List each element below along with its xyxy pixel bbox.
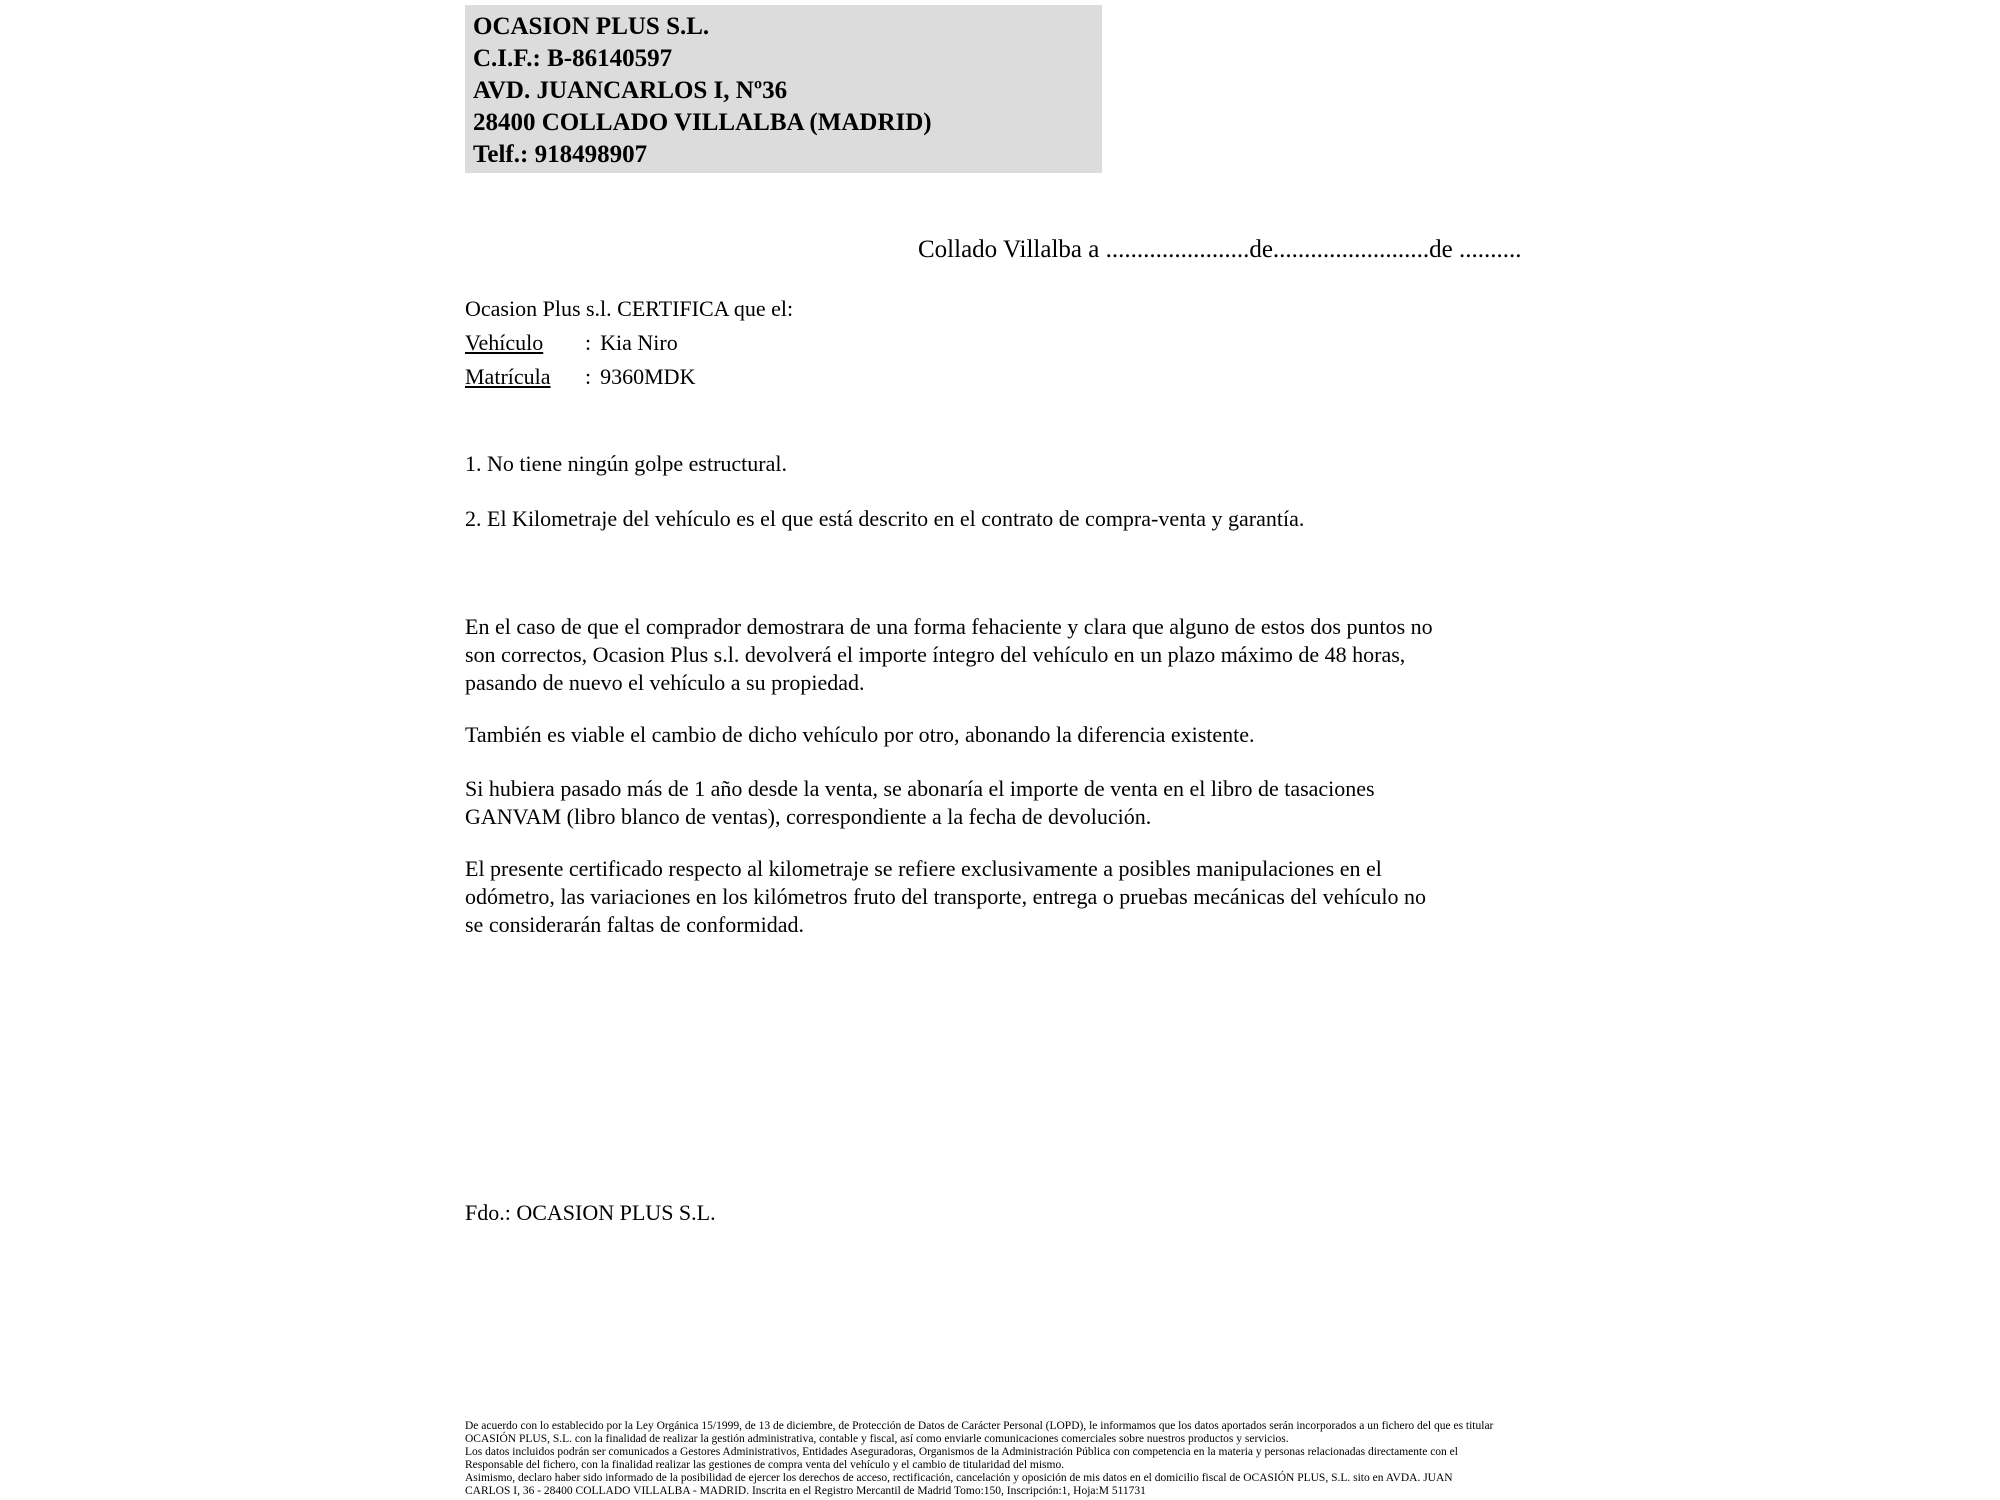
- legal-line-3: Los datos incluidos podrán ser comunicados a Gestores Administrativos, Entidades Aseguradoras, Organismos de la Administración Pública con competencia en la materia y personas relacionadas directamente con el: [465, 1446, 1458, 1458]
- exchange-paragraph: También es viable el cambio de dicho vehículo por otro, abonando la diferencia existente.: [465, 722, 1255, 747]
- legal-line-5: Asimismo, declaro haber sido informado de la posibilidad de ejercer los derechos de acceso, rectificación, cancelación y oposición de mis datos en el domicilio fiscal de OCASIÓN PLUS, S.L. sito en AVDA. JUAN: [465, 1472, 1453, 1484]
- plate-value: 9360MDK: [600, 364, 696, 389]
- odometer-paragraph: El presente certificado respecto al kilometraje se refiere exclusivamente a posibles manipulaciones en el odómetro, las variaciones en los kilómetros fruto del transporte, entrega o pruebas mecánicas del vehículo no se considerarán faltas de conformidad.: [465, 856, 1426, 937]
- certification-intro: Ocasion Plus s.l. CERTIFICA que el:: [465, 296, 794, 321]
- point-2: 2. El Kilometraje del vehículo es el que está descrito en el contrato de compra-venta y garantía.: [465, 506, 1305, 531]
- legal-line-1: De acuerdo con lo establecido por la Ley Orgánica 15/1999, de 13 de diciembre, de Protección de Datos de Carácter Personal (LOPD), le informamos que los datos aportados serán incorporados a un fichero del que es titular: [465, 1420, 1494, 1432]
- legal-footer: [465, 1420, 1493, 1498]
- point-1: 1. No tiene ningún golpe estructural.: [465, 451, 787, 476]
- vehicle-label: Vehículo: [465, 330, 544, 355]
- legal-line-4: Responsable del fichero, con la finalidad realizar las gestiones de compra venta del vehículo y el cambio de titularidad del mismo.: [465, 1459, 1065, 1471]
- company-phone: Telf.: 918498907: [473, 141, 648, 168]
- plate-separator: :: [585, 364, 592, 389]
- vehicle-value: Kia Niro: [600, 330, 678, 355]
- vehicle-separator: :: [585, 330, 592, 355]
- vehicle-row: [465, 326, 793, 360]
- company-address: AVD. JUANCARLOS I, Nº36: [473, 77, 788, 104]
- date-line: Collado Villalba a .......................de.........................de ..........: [918, 236, 1522, 263]
- ganvam-paragraph: Si hubiera pasado más de 1 año desde la venta, se abonaría el importe de venta en el libro de tasaciones GANVAM (libro blanco de ventas), correspondiente a la fecha de devolución.: [465, 776, 1375, 829]
- certified-points-list: [465, 450, 1304, 533]
- company-name: OCASION PLUS S.L.: [473, 13, 710, 40]
- company-header-block: [465, 5, 1102, 173]
- plate-label: Matrícula: [465, 364, 551, 389]
- plate-row: [465, 360, 793, 394]
- company-city: 28400 COLLADO VILLALBA (MADRID): [473, 109, 932, 136]
- certification-block: [465, 292, 793, 394]
- refund-paragraph: En el caso de que el comprador demostrara de una forma fehaciente y clara que alguno de estos dos puntos no son correctos, Ocasion Plus s.l. devolverá el importe íntegro del vehículo en un plazo máximo de 48 horas, pasando de nuevo el vehículo a su propiedad.: [465, 614, 1433, 695]
- signature-line: Fdo.: OCASION PLUS S.L.: [465, 1200, 716, 1225]
- company-cif: C.I.F.: B-86140597: [473, 45, 673, 72]
- legal-line-2: OCASIÓN PLUS, S.L. con la finalidad de realizar la gestión administrativa, contable y fiscal, así como enviarle comunicaciones comerciales sobre nuestros productos y servicios.: [465, 1433, 1289, 1445]
- legal-line-6: CARLOS I, 36 - 28400 COLLADO VILLALBA - MADRID. Inscrita en el Registro Mercantil de Madrid Tomo:150, Inscripción:1, Hoja:M 511731: [465, 1485, 1146, 1497]
